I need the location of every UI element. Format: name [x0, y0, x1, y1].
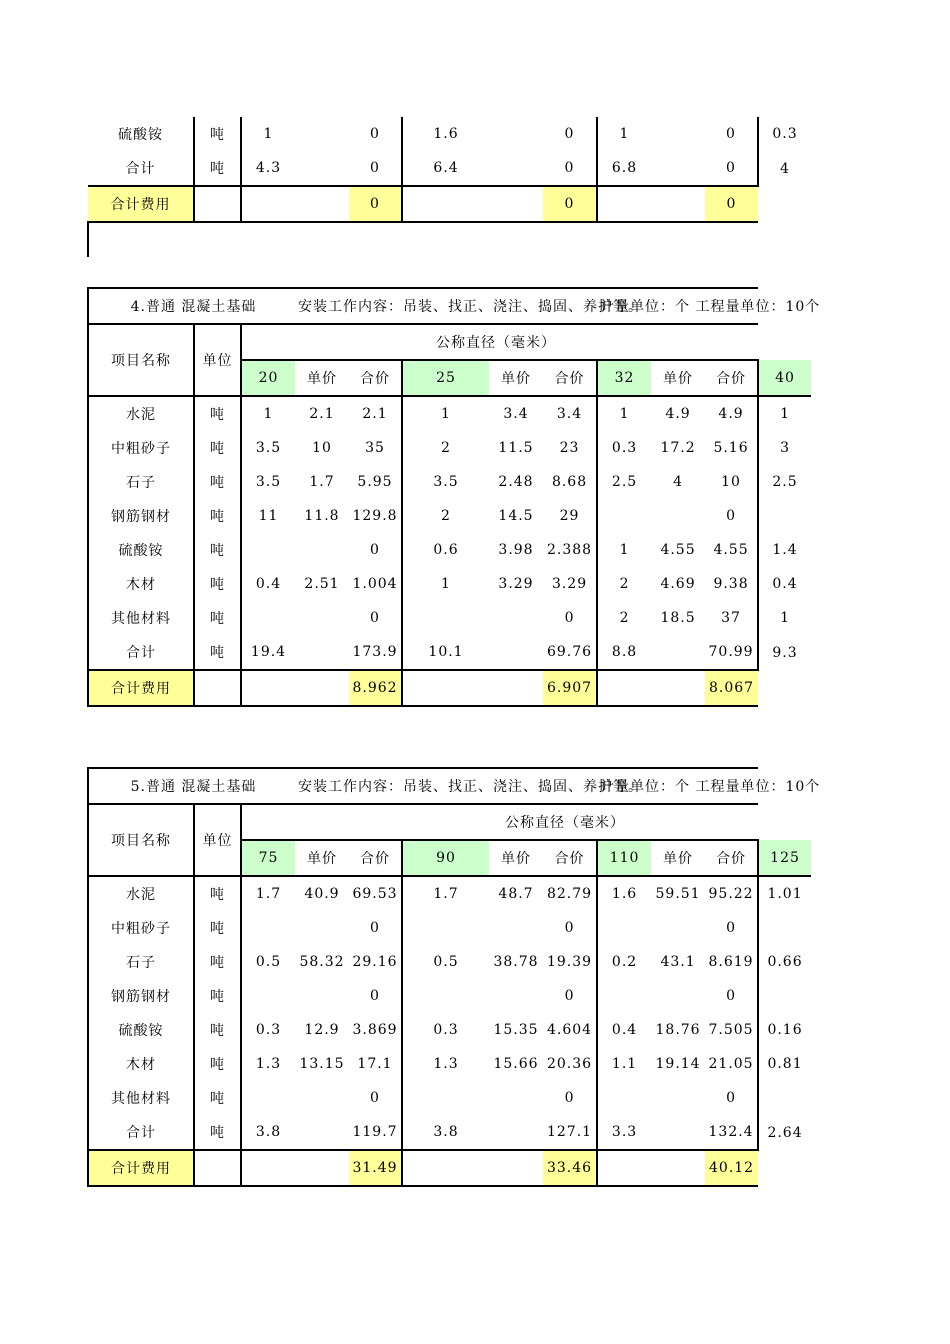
row-name: 钢筋钢材 [88, 499, 194, 533]
group-header: 公称直径（毫米） [241, 804, 758, 840]
table-cell [295, 635, 349, 670]
table-a [87, 117, 811, 257]
table-row [88, 635, 811, 670]
table-cell: 58.32 [299, 954, 345, 970]
col-header-name: 项目名称 [88, 804, 194, 876]
table-cell: 3 [758, 431, 811, 465]
table-cell: 37 [721, 610, 741, 626]
table-cell: 11.5 [498, 440, 534, 456]
col-header-unit: 单位 [194, 804, 241, 876]
table-cell: 59.51 [655, 886, 701, 902]
row-name: 木材 [88, 1047, 194, 1081]
table-cell: 19.4 [241, 635, 295, 670]
size-header: 40 [758, 360, 811, 396]
row-unit: 吨 [194, 465, 241, 499]
work-content: 安装工作内容：吊装、找正、浇注、捣固、养护等。 [295, 288, 597, 324]
table-cell: 6.8 [597, 151, 651, 186]
table-cell: 2.48 [498, 474, 534, 490]
size-header: 32 [597, 360, 651, 396]
table-cell: 4 [758, 151, 811, 186]
table-cell: 21.05 [708, 1056, 754, 1072]
table-cell: 0 [370, 920, 380, 936]
total-value: 6.907 [543, 670, 597, 706]
table-cell: 4.9 [718, 406, 744, 422]
row-unit: 吨 [194, 117, 241, 151]
table-cell: 17.1 [357, 1056, 393, 1072]
table-cell: 1 [241, 396, 295, 431]
table-row [88, 601, 811, 635]
table-cell: 3.4 [556, 406, 583, 422]
table-cell: 0.4 [597, 1013, 651, 1047]
table-cell: 69.76 [546, 644, 593, 660]
table-c [87, 767, 821, 1187]
table-row [88, 945, 811, 979]
table-cell [597, 979, 651, 1013]
table-cell: 2.5 [597, 465, 651, 499]
row-name: 硫酸铵 [88, 533, 194, 567]
table-cell: 119.7 [352, 1124, 398, 1140]
table-cell [597, 911, 651, 945]
table-cell: 0.16 [758, 1013, 811, 1047]
total-value: 0 [543, 186, 597, 222]
table-cell: 1.6 [402, 117, 489, 151]
table-cell: 5.95 [357, 474, 393, 490]
table-cell [241, 1081, 295, 1115]
row-name: 硫酸铵 [88, 1013, 194, 1047]
table-cell [758, 1081, 811, 1115]
table-cell: 132.4 [708, 1124, 754, 1140]
table-cell [295, 1081, 349, 1115]
col-header-name: 项目名称 [88, 324, 194, 396]
table-cell: 29.16 [352, 954, 398, 970]
table-cell: 11 [241, 499, 295, 533]
work-content: 安装工作内容：吊装、找正、浇注、捣固、养护等。 [295, 768, 597, 804]
table-cell: 1.3 [241, 1047, 295, 1081]
table-row [88, 396, 811, 431]
table-row [88, 979, 811, 1013]
row-unit: 吨 [194, 601, 241, 635]
total-value: 40.12 [705, 1150, 758, 1186]
table-cell [295, 601, 349, 635]
table-cell: 3.5 [241, 431, 295, 465]
table-cell [489, 117, 543, 151]
table-cell: 3.29 [551, 576, 588, 592]
table-cell: 3.5 [241, 465, 295, 499]
table-cell: 4.69 [660, 576, 696, 592]
table-cell [295, 979, 349, 1013]
row-name: 木材 [88, 567, 194, 601]
table-cell [402, 979, 489, 1013]
table-cell: 5.16 [713, 440, 749, 456]
table-cell: 8.8 [597, 635, 651, 670]
total-label: 合计费用 [88, 1150, 194, 1186]
table-cell: 9.38 [713, 576, 749, 592]
table-row [88, 911, 811, 945]
sub-header-row: 75 单价 合价 90 单价 合价 110 单价 合价 125 [88, 840, 811, 876]
table-cell: 1.004 [352, 576, 398, 592]
size-header: 90 [402, 840, 489, 876]
group-header-row [88, 804, 811, 840]
table-cell: 0 [726, 1090, 736, 1106]
table-cell [489, 911, 543, 945]
table-row [88, 533, 811, 567]
row-name: 合计 [88, 1115, 194, 1150]
table-cell: 0.66 [758, 945, 811, 979]
table-cell: 0 [370, 610, 380, 626]
table-cell: 2 [402, 431, 489, 465]
table-cell: 29 [559, 508, 580, 524]
row-unit: 吨 [194, 1047, 241, 1081]
table-cell: 0.3 [758, 117, 811, 151]
total-value: 8.067 [705, 670, 758, 706]
row-name: 合计 [88, 635, 194, 670]
table-cell: 0 [726, 160, 736, 176]
group-header: 公称直径（毫米） [241, 324, 758, 360]
title-row [88, 288, 811, 324]
table-cell [489, 979, 543, 1013]
table-cell [295, 117, 349, 151]
table-cell: 82.79 [546, 886, 593, 902]
table-cell: 1 [597, 533, 651, 567]
table-cell: 1 [402, 567, 489, 601]
sub-header-row: 20 单价 合价 25 单价 合价 32 单价 合价 40 [88, 360, 811, 396]
row-unit: 吨 [194, 979, 241, 1013]
row-unit: 吨 [194, 1013, 241, 1047]
table-cell: 129.8 [352, 508, 398, 524]
table-row [88, 465, 811, 499]
table-cell: 4.3 [241, 151, 295, 186]
table-cell: 35 [365, 440, 385, 456]
row-name: 合计 [125, 161, 156, 177]
table-cell: 1 [241, 117, 295, 151]
table-b [87, 287, 821, 707]
table-cell: 3.8 [402, 1115, 489, 1150]
table-cell [402, 601, 489, 635]
table-cell: 0.3 [241, 1013, 295, 1047]
table-cell: 0 [564, 988, 575, 1004]
table-cell: 4 [673, 474, 683, 490]
table-cell [651, 117, 705, 151]
table-cell: 0.5 [402, 945, 489, 979]
table-cell: 38.78 [493, 954, 539, 970]
table-cell: 0 [726, 508, 736, 524]
table-cell: 10.1 [402, 635, 489, 670]
table-cell: 3.29 [498, 576, 534, 592]
table-cell: 0.4 [241, 567, 295, 601]
table-cell: 3.8 [241, 1115, 295, 1150]
row-unit: 吨 [194, 911, 241, 945]
table-cell: 15.35 [493, 1022, 539, 1038]
total-value: 31.49 [349, 1150, 402, 1186]
table-cell: 4.55 [713, 542, 749, 558]
table-cell: 0 [726, 126, 736, 142]
table-cell: 1.4 [758, 533, 811, 567]
table-cell [651, 1115, 705, 1150]
table-cell: 0.3 [402, 1013, 489, 1047]
table-cell: 1.7 [309, 474, 335, 490]
table-cell [489, 1081, 543, 1115]
total-row [88, 1150, 811, 1186]
table-cell: 43.1 [660, 954, 696, 970]
table-cell: 3.869 [352, 1022, 398, 1038]
table-cell: 8.68 [551, 474, 588, 490]
total-value: 0 [705, 186, 758, 222]
table-cell: 4.9 [665, 406, 691, 422]
table-cell [489, 635, 543, 670]
row-unit: 吨 [194, 533, 241, 567]
table-cell: 70.99 [708, 644, 754, 660]
table-cell [402, 911, 489, 945]
table-cell [651, 979, 705, 1013]
group-header-row [88, 324, 811, 360]
table-cell: 10 [721, 474, 741, 490]
table-cell [758, 979, 811, 1013]
table-cell: 2.1 [309, 406, 335, 422]
table-cell: 1 [597, 117, 651, 151]
total-label: 合计费用 [88, 186, 194, 222]
row-name: 中粗砂子 [88, 431, 194, 465]
table-cell: 2.64 [758, 1115, 811, 1150]
table-row [88, 1013, 811, 1047]
table-row [88, 1115, 811, 1150]
row-name: 中粗砂子 [88, 911, 194, 945]
table-cell: 1.6 [597, 876, 651, 911]
table-cell: 2.388 [546, 542, 593, 558]
table-cell: 0.3 [597, 431, 651, 465]
table-cell: 4.604 [546, 1022, 593, 1038]
table-cell: 2.51 [304, 576, 340, 592]
table-cell: 14.5 [498, 508, 534, 524]
table-cell: 0 [564, 610, 575, 626]
table-cell [651, 151, 705, 186]
table-cell [241, 979, 295, 1013]
row-unit: 吨 [194, 635, 241, 670]
total-label: 合计费用 [88, 670, 194, 706]
table-cell [489, 1115, 543, 1150]
size-header: 20 [241, 360, 295, 396]
table-row [88, 1047, 811, 1081]
table-cell: 0.4 [758, 567, 811, 601]
table-cell: 0.2 [597, 945, 651, 979]
row-unit: 吨 [194, 876, 241, 911]
table-cell: 18.5 [660, 610, 696, 626]
total-value: 0 [349, 186, 402, 222]
table-row [88, 151, 811, 186]
table-cell: 1.7 [402, 876, 489, 911]
table-cell [402, 1081, 489, 1115]
table-cell: 1.3 [402, 1047, 489, 1081]
table-cell: 1 [402, 396, 489, 431]
row-name: 水泥 [88, 876, 194, 911]
row-name: 石子 [88, 465, 194, 499]
table-cell: 0 [370, 988, 380, 1004]
table-cell [489, 601, 543, 635]
row-name: 钢筋钢材 [88, 979, 194, 1013]
table-row [88, 876, 811, 911]
table-cell: 127.1 [546, 1124, 593, 1140]
table-cell [295, 911, 349, 945]
total-value: 8.962 [349, 670, 402, 706]
table-cell [489, 151, 543, 186]
table-cell: 3.4 [503, 406, 529, 422]
table-cell: 48.7 [498, 886, 534, 902]
table-cell: 0 [564, 126, 575, 142]
table-cell: 11.8 [304, 508, 340, 524]
table-cell: 6.4 [402, 151, 489, 186]
unit-note: 计量单位：个 工程量单位：10个 [597, 288, 758, 324]
table-cell: 0 [564, 160, 575, 176]
total-value: 33.46 [543, 1150, 597, 1186]
table-cell [241, 911, 295, 945]
table-cell [758, 499, 811, 533]
table-cell [651, 911, 705, 945]
total-row [88, 186, 811, 222]
table-cell: 0 [726, 988, 736, 1004]
table-cell: 1 [758, 396, 811, 431]
table-cell: 0 [564, 920, 575, 936]
row-name: 水泥 [88, 396, 194, 431]
table-cell: 13.15 [299, 1056, 345, 1072]
table-cell: 95.22 [708, 886, 754, 902]
table-row [88, 431, 811, 465]
row-unit: 吨 [194, 151, 241, 186]
table-cell [241, 601, 295, 635]
table-cell: 19.39 [546, 954, 593, 970]
table-row [88, 117, 811, 151]
table-cell: 23 [559, 440, 580, 456]
row-unit: 吨 [194, 945, 241, 979]
table-cell [651, 635, 705, 670]
table-cell: 3.3 [597, 1115, 651, 1150]
section-title: 4.普通 混凝土基础 [88, 288, 295, 324]
table-cell: 1.01 [758, 876, 811, 911]
table-cell: 0 [726, 920, 736, 936]
table-cell: 69.53 [352, 886, 398, 902]
table-cell [241, 533, 295, 567]
table-cell: 2.1 [362, 406, 388, 422]
table-cell: 2 [597, 601, 651, 635]
table-cell: 10 [312, 440, 332, 456]
table-cell: 173.9 [352, 644, 398, 660]
table-cell: 0 [370, 126, 380, 142]
table-cell: 12.9 [304, 1022, 340, 1038]
row-unit: 吨 [194, 567, 241, 601]
table-cell: 0 [564, 1090, 575, 1106]
table-cell: 0 [370, 542, 380, 558]
row-unit: 吨 [194, 1115, 241, 1150]
table-row [88, 499, 811, 533]
table-cell: 2 [597, 567, 651, 601]
row-unit: 吨 [194, 499, 241, 533]
table-cell: 20.36 [546, 1056, 593, 1072]
unit-note: 计量单位：个 工程量单位：10个 [597, 768, 758, 804]
title-row [88, 768, 811, 804]
size-header: 125 [758, 840, 811, 876]
size-header: 25 [402, 360, 489, 396]
table-cell: 17.2 [660, 440, 696, 456]
table-cell: 0.6 [402, 533, 489, 567]
table-cell: 1 [758, 601, 811, 635]
table-row [88, 567, 811, 601]
table-cell: 2 [402, 499, 489, 533]
table-cell: 40.9 [304, 886, 340, 902]
table-cell [295, 533, 349, 567]
table-cell: 18.76 [655, 1022, 701, 1038]
table-cell: 8.619 [708, 954, 754, 970]
table-cell: 1.7 [241, 876, 295, 911]
table-cell: 0.5 [241, 945, 295, 979]
table-cell: 3.98 [498, 542, 534, 558]
table-cell: 2.5 [758, 465, 811, 499]
table-cell: 15.66 [493, 1056, 539, 1072]
table-cell [295, 151, 349, 186]
table-cell [295, 1115, 349, 1150]
table-cell: 19.14 [655, 1056, 701, 1072]
row-name: 其他材料 [88, 601, 194, 635]
table-cell: 3.5 [402, 465, 489, 499]
table-row [88, 1081, 811, 1115]
row-name: 石子 [88, 945, 194, 979]
table-cell: 1.1 [597, 1047, 651, 1081]
table-cell: 0.81 [758, 1047, 811, 1081]
table-cell: 7.505 [708, 1022, 754, 1038]
table-cell [758, 911, 811, 945]
table-cell [651, 1081, 705, 1115]
table-cell: 9.3 [758, 635, 811, 670]
table-cell: 4.55 [660, 542, 696, 558]
section-title: 5.普通 混凝土基础 [88, 768, 295, 804]
row-name: 硫酸铵 [118, 127, 163, 143]
table-cell: 0 [370, 1090, 380, 1106]
size-header: 75 [241, 840, 295, 876]
table-cell: 1 [597, 396, 651, 431]
size-header: 110 [597, 840, 651, 876]
total-row [88, 670, 811, 706]
table-cell [597, 499, 651, 533]
row-unit: 吨 [194, 1081, 241, 1115]
row-unit: 吨 [194, 431, 241, 465]
col-header-unit: 单位 [194, 324, 241, 396]
table-cell [597, 1081, 651, 1115]
table-cell [651, 499, 705, 533]
table-cell: 0 [370, 160, 380, 176]
row-name: 其他材料 [88, 1081, 194, 1115]
row-unit: 吨 [194, 396, 241, 431]
